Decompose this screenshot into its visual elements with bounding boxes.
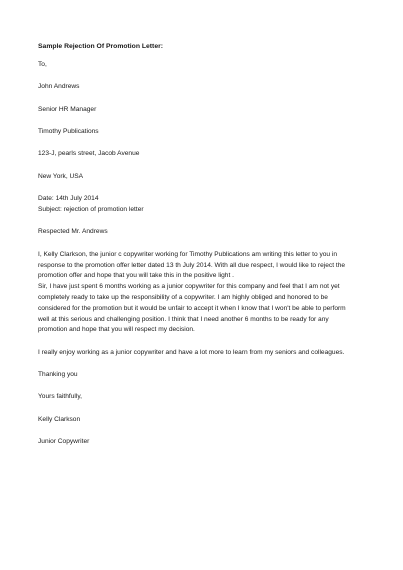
recipient-title: Senior HR Manager — [38, 105, 97, 113]
letter-title: Sample Rejection Of Promotion Letter: — [38, 43, 164, 50]
body-line: promotion and hope that you will respect my decision. — [38, 326, 195, 334]
salutation: Respected Mr. Andrews — [38, 228, 108, 236]
letter-date: Date: 14th July 2014 — [38, 195, 99, 203]
company-name: Timothy Publications — [38, 127, 99, 135]
sender-title: Junior Copywriter — [38, 438, 90, 446]
body-line: promotion offer and hope that you will take this in the positive light . — [38, 272, 234, 280]
body-line: Sir, I have just spent 6 months working as a junior copywriter for this company and feel that I am not yet — [38, 283, 340, 291]
body-line: I, Kelly Clarkson, the junior c copywriter working for Timothy Publications am writing this letter to you in — [38, 250, 338, 258]
body-line: considered for the promotion but it would be unfair to accept it when I know that I won't be able to perform — [38, 304, 346, 312]
body-paragraph-1 — [38, 250, 378, 336]
thanks-line: Thanking you — [38, 371, 78, 379]
recipient-name: John Andrews — [38, 83, 80, 91]
letter-subject: Subject: rejection of promotion letter — [38, 205, 144, 213]
address-line-2: New York, USA — [38, 172, 84, 180]
sender-name: Kelly Clarkson — [38, 415, 81, 423]
body-paragraph-2: I really enjoy working as a junior copywriter and have a lot more to learn from my seniors and colleagues. — [38, 348, 345, 356]
body-line: response to the promotion offer letter dated 13 th July 2014. With all due respect, I would like to reject the — [38, 261, 346, 269]
to-line: To, — [38, 60, 47, 68]
closing-line: Yours faithfully, — [38, 393, 82, 401]
body-line: completely ready to take up the responsibility of a copywriter. I am highly obliged and honored to be — [38, 293, 328, 301]
body-line: well at this serious and challenging position. I think that I need another 6 months to be ready for any — [38, 315, 329, 323]
letter-page — [38, 42, 378, 460]
address-line-1: 123-J, pearls street, Jacob Avenue — [38, 150, 140, 158]
